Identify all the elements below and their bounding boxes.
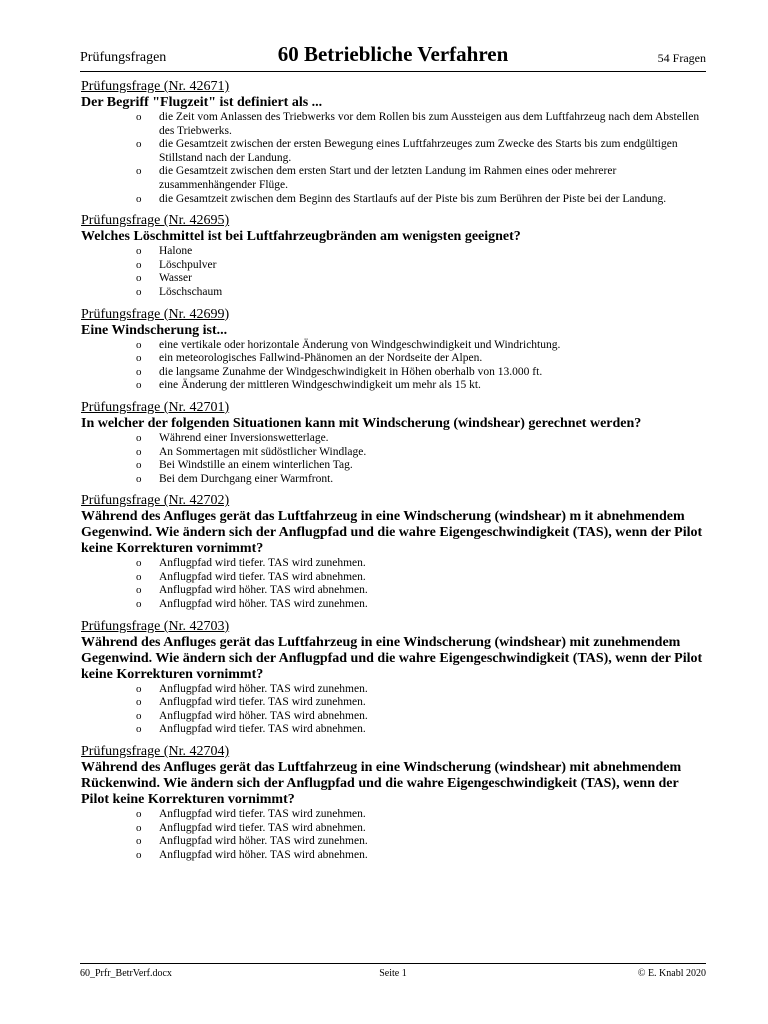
answer-option [81,683,707,697]
question-text: In welcher der folgenden Situationen kann mit Windscherung (windshear) gerechnet werden? [81,415,642,431]
page-header [80,42,706,70]
question-number: Prüfungsfrage (Nr. 42703) [81,618,230,634]
answer-options [81,432,707,486]
answer-option-text: Anflugpfad wird tiefer. TAS wird abnehmen. [159,723,366,736]
answer-option-text: Anflugpfad wird tiefer. TAS wird abnehmen. [159,821,366,834]
answer-option [81,165,707,192]
circle-bullet-icon: o [136,808,142,821]
question-number: Prüfungsfrage (Nr. 42702) [81,493,230,509]
answer-option-text: Bei dem Durchgang einer Warmfront. [159,472,334,485]
answer-options [81,245,707,299]
circle-bullet-icon: o [136,245,142,258]
question-block [81,619,707,737]
answer-option-text: die Gesamtzeit zwischen der ersten Bewegung eines Luftfahrzeuges zum Zwecke des Starts bis zum endgültigen Stillstand nach der Landung. [159,138,678,164]
page-title: 60 Betriebliche Verfahren [277,42,509,66]
answer-options [81,339,707,393]
answer-option-text: die Zeit vom Anlassen des Triebwerks vor dem Rollen bis zum Aussteigen aus dem Luftfahrzeug nach dem Abstellen des Triebwerks. [159,111,700,137]
answer-option [81,352,707,366]
answer-option-text: Anflugpfad wird tiefer. TAS wird zunehmen. [159,557,366,570]
answer-options [81,111,707,206]
circle-bullet-icon: o [136,570,142,583]
answer-option [81,459,707,473]
answer-option [81,432,707,446]
circle-bullet-icon: o [136,338,142,351]
circle-bullet-icon: o [136,709,142,722]
answer-option-text: An Sommertagen mit südöstlicher Windlage. [159,445,367,458]
answer-option [81,366,707,380]
question-text: Während des Anfluges gerät das Luftfahrzeug in eine Windscherung (windshear) m it abnehmendem Gegenwind. Wie ändern sich der Anflugpfad und die wahre Eigengeschwindigkeit (TAS), wenn der Pilot keine Korrekturen vornimmt? [81,509,703,557]
answer-option [81,286,707,300]
answer-option-text: Bei Windstille an einem winterlichen Tag. [159,459,353,472]
answer-option-text: Anflugpfad wird höher. TAS wird abnehmen. [159,848,368,861]
answer-option-text: Löschschaum [159,285,223,298]
page-footer [80,968,706,982]
answer-option [81,696,707,710]
circle-bullet-icon: o [136,379,142,392]
answer-option [81,379,707,393]
question-block [81,307,707,393]
answer-options [81,808,707,862]
circle-bullet-icon: o [136,598,142,611]
answer-option-text: eine vertikale oder horizontale Änderung von Windgeschwindigkeit und Windrichtung. [159,338,561,351]
footer-divider [80,963,706,964]
circle-bullet-icon: o [136,258,142,271]
circle-bullet-icon: o [136,445,142,458]
answer-option-text: Anflugpfad wird höher. TAS wird abnehmen. [159,584,368,597]
answer-option [81,584,707,598]
circle-bullet-icon: o [136,352,142,365]
circle-bullet-icon: o [136,285,142,298]
answer-option-text: Löschpulver [159,258,217,271]
circle-bullet-icon: o [136,192,142,205]
answer-option [81,571,707,585]
question-text: Welches Löschmittel ist bei Luftfahrzeugbränden am wenigsten geeignet? [81,229,521,245]
question-number: Prüfungsfrage (Nr. 42704) [81,744,230,760]
answer-option-text: Anflugpfad wird höher. TAS wird zunehmen. [159,835,368,848]
answer-options [81,683,707,737]
answer-option [81,193,707,207]
question-text: Der Begriff "Flugzeit" ist definiert als ... [81,95,323,110]
circle-bullet-icon: o [136,821,142,834]
answer-option-text: Anflugpfad wird höher. TAS wird zunehmen. [159,682,368,695]
answer-option [81,272,707,286]
header-category: Prüfungsfragen [80,50,167,65]
circle-bullet-icon: o [136,584,142,597]
question-list [81,79,707,869]
question-text: Eine Windscherung ist... [81,322,228,338]
footer-page-number: Seite 1 [379,968,407,979]
question-number: Prüfungsfrage (Nr. 42671) [81,79,230,94]
answer-option [81,339,707,353]
answer-option-text: Während einer Inversionswetterlage. [159,431,329,444]
circle-bullet-icon: o [136,835,142,848]
answer-option [81,808,707,822]
footer-copyright: © E. Knabl 2020 [637,968,706,979]
circle-bullet-icon: o [136,557,142,570]
answer-option [81,723,707,737]
answer-option-text: ein meteorologisches Fallwind-Phänomen an der Nordseite der Alpen. [159,352,483,365]
circle-bullet-icon: o [136,472,142,485]
question-text: Während des Anfluges gerät das Luftfahrzeug in eine Windscherung (windshear) mit zunehmendem Gegenwind. Wie ändern sich der Anflugpfad und die wahre Eigengeschwindigkeit (TAS), wenn der Pilot keine Korrekturen vornimmt? [81,634,703,682]
circle-bullet-icon: o [136,111,142,123]
answer-option [81,111,707,138]
answer-option-text: Anflugpfad wird tiefer. TAS wird zunehmen. [159,808,366,821]
answer-option [81,557,707,571]
answer-option-text: die Gesamtzeit zwischen dem ersten Start und der letzten Landung im Rahmen eines oder mehrerer zusammenhängender Flüge. [159,165,617,191]
answer-options [81,557,707,611]
answer-option-text: Wasser [159,272,192,285]
answer-option-text: Anflugpfad wird tiefer. TAS wird abnehmen. [159,570,366,583]
question-block [81,79,707,206]
answer-option-text: die Gesamtzeit zwischen dem Beginn des Startlaufs auf der Piste bis zum Berühren der Piste bei der Landung. [159,192,667,205]
answer-option [81,245,707,259]
answer-option-text: die langsame Zunahme der Windgeschwindigkeit in Höhen oberhalb von 13.000 ft. [159,365,543,378]
answer-option [81,598,707,612]
answer-option-text: Anflugpfad wird höher. TAS wird zunehmen. [159,598,368,611]
answer-option [81,822,707,836]
circle-bullet-icon: o [136,165,142,178]
question-number: Prüfungsfrage (Nr. 42699) [81,306,230,322]
circle-bullet-icon: o [136,723,142,736]
answer-option-text: Anflugpfad wird höher. TAS wird abnehmen. [159,709,368,722]
circle-bullet-icon: o [136,848,142,861]
circle-bullet-icon: o [136,696,142,709]
header-question-count: 54 Fragen [657,51,706,65]
circle-bullet-icon: o [136,459,142,472]
question-block [81,744,707,862]
answer-option [81,473,707,487]
answer-option [81,446,707,460]
header-divider [80,71,706,72]
question-number: Prüfungsfrage (Nr. 42701) [81,399,230,415]
answer-option-text: Anflugpfad wird tiefer. TAS wird zunehmen. [159,696,366,709]
question-text: Während des Anfluges gerät das Luftfahrzeug in eine Windscherung (windshear) mit abnehmendem Rückenwind. Wie ändern sich der Anflugpfad und die wahre Eigengeschwindigkeit (TAS), wenn der Pilot keine Korrekturen vornimmt? [81,760,682,808]
circle-bullet-icon: o [136,682,142,695]
circle-bullet-icon: o [136,272,142,285]
answer-option-text: eine Änderung der mittleren Windgeschwindigkeit um mehr als 15 kt. [159,379,481,392]
question-number: Prüfungsfrage (Nr. 42695) [81,213,230,229]
answer-option-text: Halone [159,245,193,258]
circle-bullet-icon: o [136,431,142,444]
circle-bullet-icon: o [136,138,142,151]
answer-option [81,710,707,724]
question-block [81,213,707,299]
circle-bullet-icon: o [136,365,142,378]
footer-filename: 60_Prfr_BetrVerf.docx [80,968,172,979]
answer-option [81,835,707,849]
answer-option [81,849,707,863]
answer-option [81,138,707,165]
question-block [81,493,707,611]
answer-option [81,259,707,273]
question-block [81,400,707,486]
